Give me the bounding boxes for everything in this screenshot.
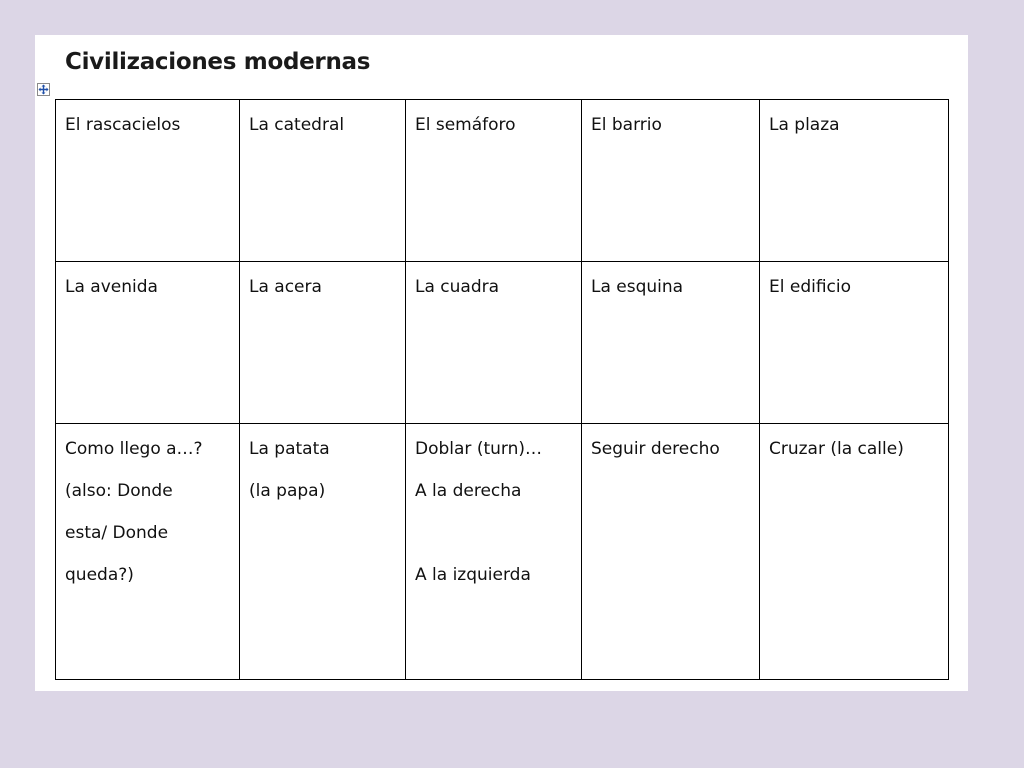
table-cell: El rascacielos bbox=[56, 100, 240, 262]
table-cell: La acera bbox=[240, 262, 406, 424]
table-cell: La catedral bbox=[240, 100, 406, 262]
table-cell bbox=[56, 424, 240, 680]
cell-line: (la papa) bbox=[249, 481, 326, 501]
table-cell: El barrio bbox=[582, 100, 760, 262]
table-row bbox=[56, 424, 949, 680]
cell-line: A la izquierda bbox=[415, 565, 531, 585]
cell-line: La patata bbox=[249, 439, 330, 459]
table-cell bbox=[240, 424, 406, 680]
table-move-handle[interactable] bbox=[37, 83, 50, 96]
cell-line: Como llego a…? bbox=[65, 439, 203, 459]
document-title: Civilizaciones modernas bbox=[65, 49, 371, 75]
table-row bbox=[56, 100, 949, 262]
vocabulary-table bbox=[55, 99, 949, 680]
move-arrows-icon bbox=[38, 84, 49, 95]
table-cell: La cuadra bbox=[406, 262, 582, 424]
cell-line: Seguir derecho bbox=[591, 439, 720, 459]
line-gap bbox=[415, 512, 572, 554]
cell-line: A la derecha bbox=[415, 481, 522, 501]
table-cell: La plaza bbox=[760, 100, 949, 262]
table-row bbox=[56, 262, 949, 424]
table-cell bbox=[406, 424, 582, 680]
table-cell: El semáforo bbox=[406, 100, 582, 262]
cell-line: Cruzar (la calle) bbox=[769, 439, 904, 459]
cell-line: esta/ Donde bbox=[65, 523, 169, 543]
table-cell bbox=[582, 424, 760, 680]
cell-line: Doblar (turn)… bbox=[415, 439, 542, 459]
cell-line: (also: Donde bbox=[65, 481, 173, 501]
document-page bbox=[35, 35, 968, 691]
table-cell bbox=[760, 424, 949, 680]
table-cell: El edificio bbox=[760, 262, 949, 424]
cell-line: queda?) bbox=[65, 565, 134, 585]
table-cell: La esquina bbox=[582, 262, 760, 424]
table-cell: La avenida bbox=[56, 262, 240, 424]
